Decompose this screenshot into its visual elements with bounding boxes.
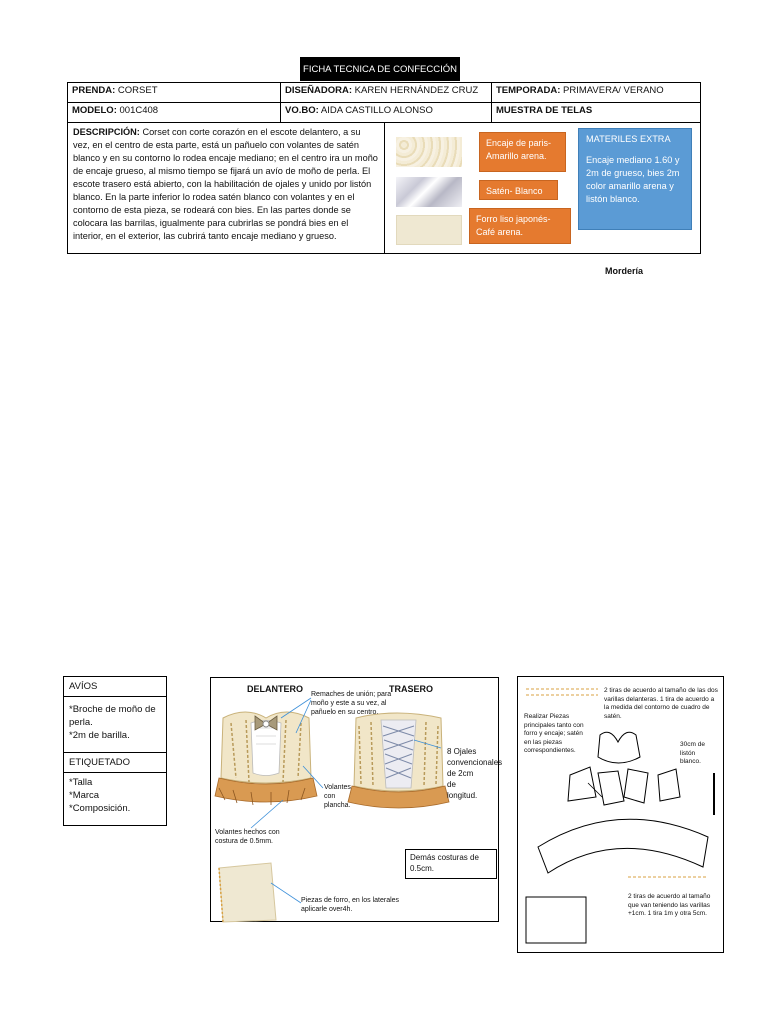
prenda-label: PRENDA: [72, 85, 116, 96]
tiras-top-note: 2 tiras de acuerdo al tamaño de las dos varillas delanteras. 1 tira de acuerdo a la medida del contorno de cuadro de satén. [604, 687, 718, 720]
front-label: DELANTERO [247, 684, 303, 694]
etiquetado-items: *Talla *Marca *Composición. [69, 777, 131, 814]
rivets-note: Remaches de unión; para moño y este a su vez, al pañuelo en su centro. [311, 691, 392, 716]
modelo-value: 001C408 [119, 105, 159, 116]
front-corset-drawing [215, 712, 317, 805]
temporada-cell [492, 83, 701, 103]
info-table [67, 82, 701, 123]
temporada-value: PRIMAVERA/ VERANO [563, 85, 664, 96]
lace-swatch [396, 137, 462, 167]
extra-materials-title: MATERILES EXTRA [586, 134, 671, 144]
ojales-note: 8 Ojales convencionales de 2cm de longitud. [447, 747, 503, 800]
fabric-label-lace: Encaje de paris- Amarillo arena. [479, 132, 566, 172]
back-label: TRASERO [389, 684, 434, 694]
prenda-value: CORSET [117, 85, 158, 96]
satin-swatch [396, 177, 462, 207]
piezas-note: Realizar Piezas principales tanto con forro y encaje; satén en las piezas correspondientes. [524, 713, 584, 754]
muestra-cell [492, 103, 701, 123]
avios-table [63, 676, 167, 826]
prenda-cell [68, 83, 281, 103]
demas-costuras-note: Demás costuras de 0.5cm. [405, 849, 497, 879]
extra-materials-box [578, 128, 692, 230]
page-title: FICHA TECNICA DE CONFECCIÓN [300, 57, 460, 81]
description-label: DESCRIPCIÓN: [73, 127, 140, 137]
pattern-panel [517, 676, 724, 953]
muestra-label: MUESTRA DE TELAS [496, 105, 593, 116]
avios-items: *Broche de moño de perla. *2m de barilla. [64, 697, 166, 753]
volantes-note: Volantes con plancha. [324, 784, 351, 809]
disenadora-label: DISEÑADORA: [285, 85, 353, 96]
liston-note: 30cm de listón blanco. [680, 741, 705, 765]
forro-note: Piezas de forro, en los laterales aplicarle over4h. [301, 897, 400, 913]
modelo-label: MODELO: [72, 105, 117, 116]
temporada-label: TEMPORADA: [496, 85, 561, 96]
extra-materials-text: Encaje mediano 1.60 y 2m de grueso, bies 2m color amarillo arena y listón blanco. [586, 155, 680, 204]
costura-note: Volantes hechos con costura de 0.5mm. [215, 829, 280, 845]
vobo-label: VO.BO: [285, 105, 319, 116]
tiras-bottom-note: 2 tiras de acuerdo al tamaño que van teniendo las varillas +1cm. 1 tira 1m y otra 5cm. [628, 893, 711, 917]
fabric-label-satin: Satén- Blanco [479, 180, 558, 200]
etiquetado-title: ETIQUETADO [64, 753, 166, 773]
disenadora-cell [281, 83, 492, 103]
vobo-cell [281, 103, 492, 123]
fabric-label-lining: Forro liso japonés- Café arena. [469, 208, 571, 244]
back-corset-drawing [348, 713, 449, 808]
description-text: Corset con corte corazón en el escote delantero, a su vez, en el centro de esta parte, está un pañuelo con volantes de satén blanco y en su contorno lo rodea encaje mediano; en el centro ira un moño de encaje grueso, al mismo tiempo se fijará un avío de moño de perla. El escote trasero está abierto, con la habilitación de ojales y unido por listón blanco. En la parte inferior lo rodea satén blanco con volantes y en el contorno de esta pieza, se rodeará con bies. En las partes donde se colocara las barrilas, igualmente para cubrirlas se pondrá bies en el interior, en el exterior, las cubrirá tanto encaje mediano y grueso. [73, 127, 378, 241]
modelo-cell [68, 103, 281, 123]
avios-title: AVÍOS [64, 677, 166, 697]
lining-piece-drawing [219, 863, 276, 922]
morderia-heading: Mordería [605, 266, 644, 276]
lining-swatch [396, 215, 462, 245]
corset-illustration-panel [210, 677, 503, 922]
disenadora-value: KAREN HERNÁNDEZ CRUZ [354, 85, 479, 96]
description-cell [67, 122, 385, 254]
vobo-value: AIDA CASTILLO ALONSO [320, 105, 433, 116]
